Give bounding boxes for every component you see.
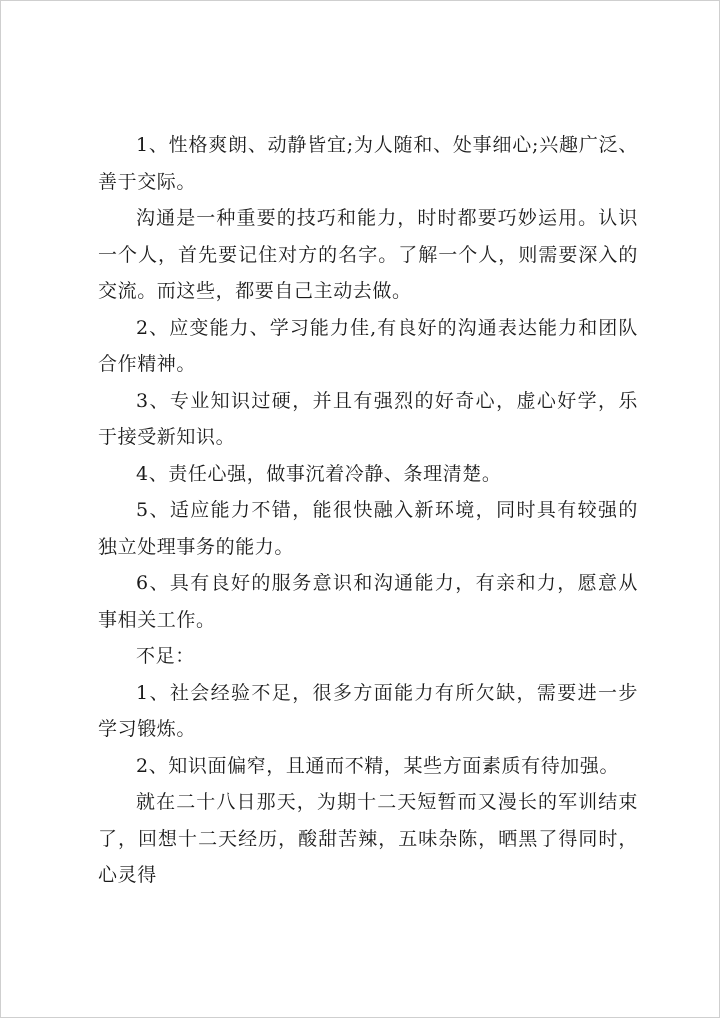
- paragraph-strength-3: 3、专业知识过硬，并且有强烈的好奇心，虚心好学，乐于接受新知识。: [98, 389, 638, 448]
- paragraph-military-training: 就在二十八日那天，为期十二天短暂而又漫长的军训结束了，回想十二天经历，酸甜苦辣，五味杂陈，晒黑了得同时，心灵得: [98, 791, 638, 886]
- paragraph-strength-4: 4、责任心强，做事沉着冷静、条理清楚。: [136, 462, 502, 485]
- paragraph-communication: 沟通是一种重要的技巧和能力，时时都要巧妙运用。认识一个人，首先要记住对方的名字。了解一个人，则需要深入的交流。而这些，都要自己主动去做。: [98, 207, 638, 302]
- paragraph-shortcoming-1: 1、社会经验不足，很多方面能力有所欠缺，需要进一步学习锻炼。: [98, 681, 638, 740]
- paragraph-shortcoming-2: 2、知识面偏窄，且通而不精，某些方面素质有待加强。: [136, 754, 620, 777]
- paragraph-strength-2: 2、应变能力、学习能力佳,有良好的沟通表达能力和团队合作精神。: [98, 316, 638, 375]
- paragraph-strength-1: 1、性格爽朗、动静皆宜;为人随和、处事细心;兴趣广泛、善于交际。: [98, 134, 638, 193]
- section-heading-shortcomings: 不足：: [136, 645, 195, 667]
- document-body: [98, 127, 638, 894]
- paragraph-strength-5: 5、适应能力不错，能很快融入新环境，同时具有较强的独立处理事务的能力。: [98, 499, 638, 558]
- paragraph-strength-6: 6、具有良好的服务意识和沟通能力，有亲和力，愿意从事相关工作。: [98, 572, 638, 631]
